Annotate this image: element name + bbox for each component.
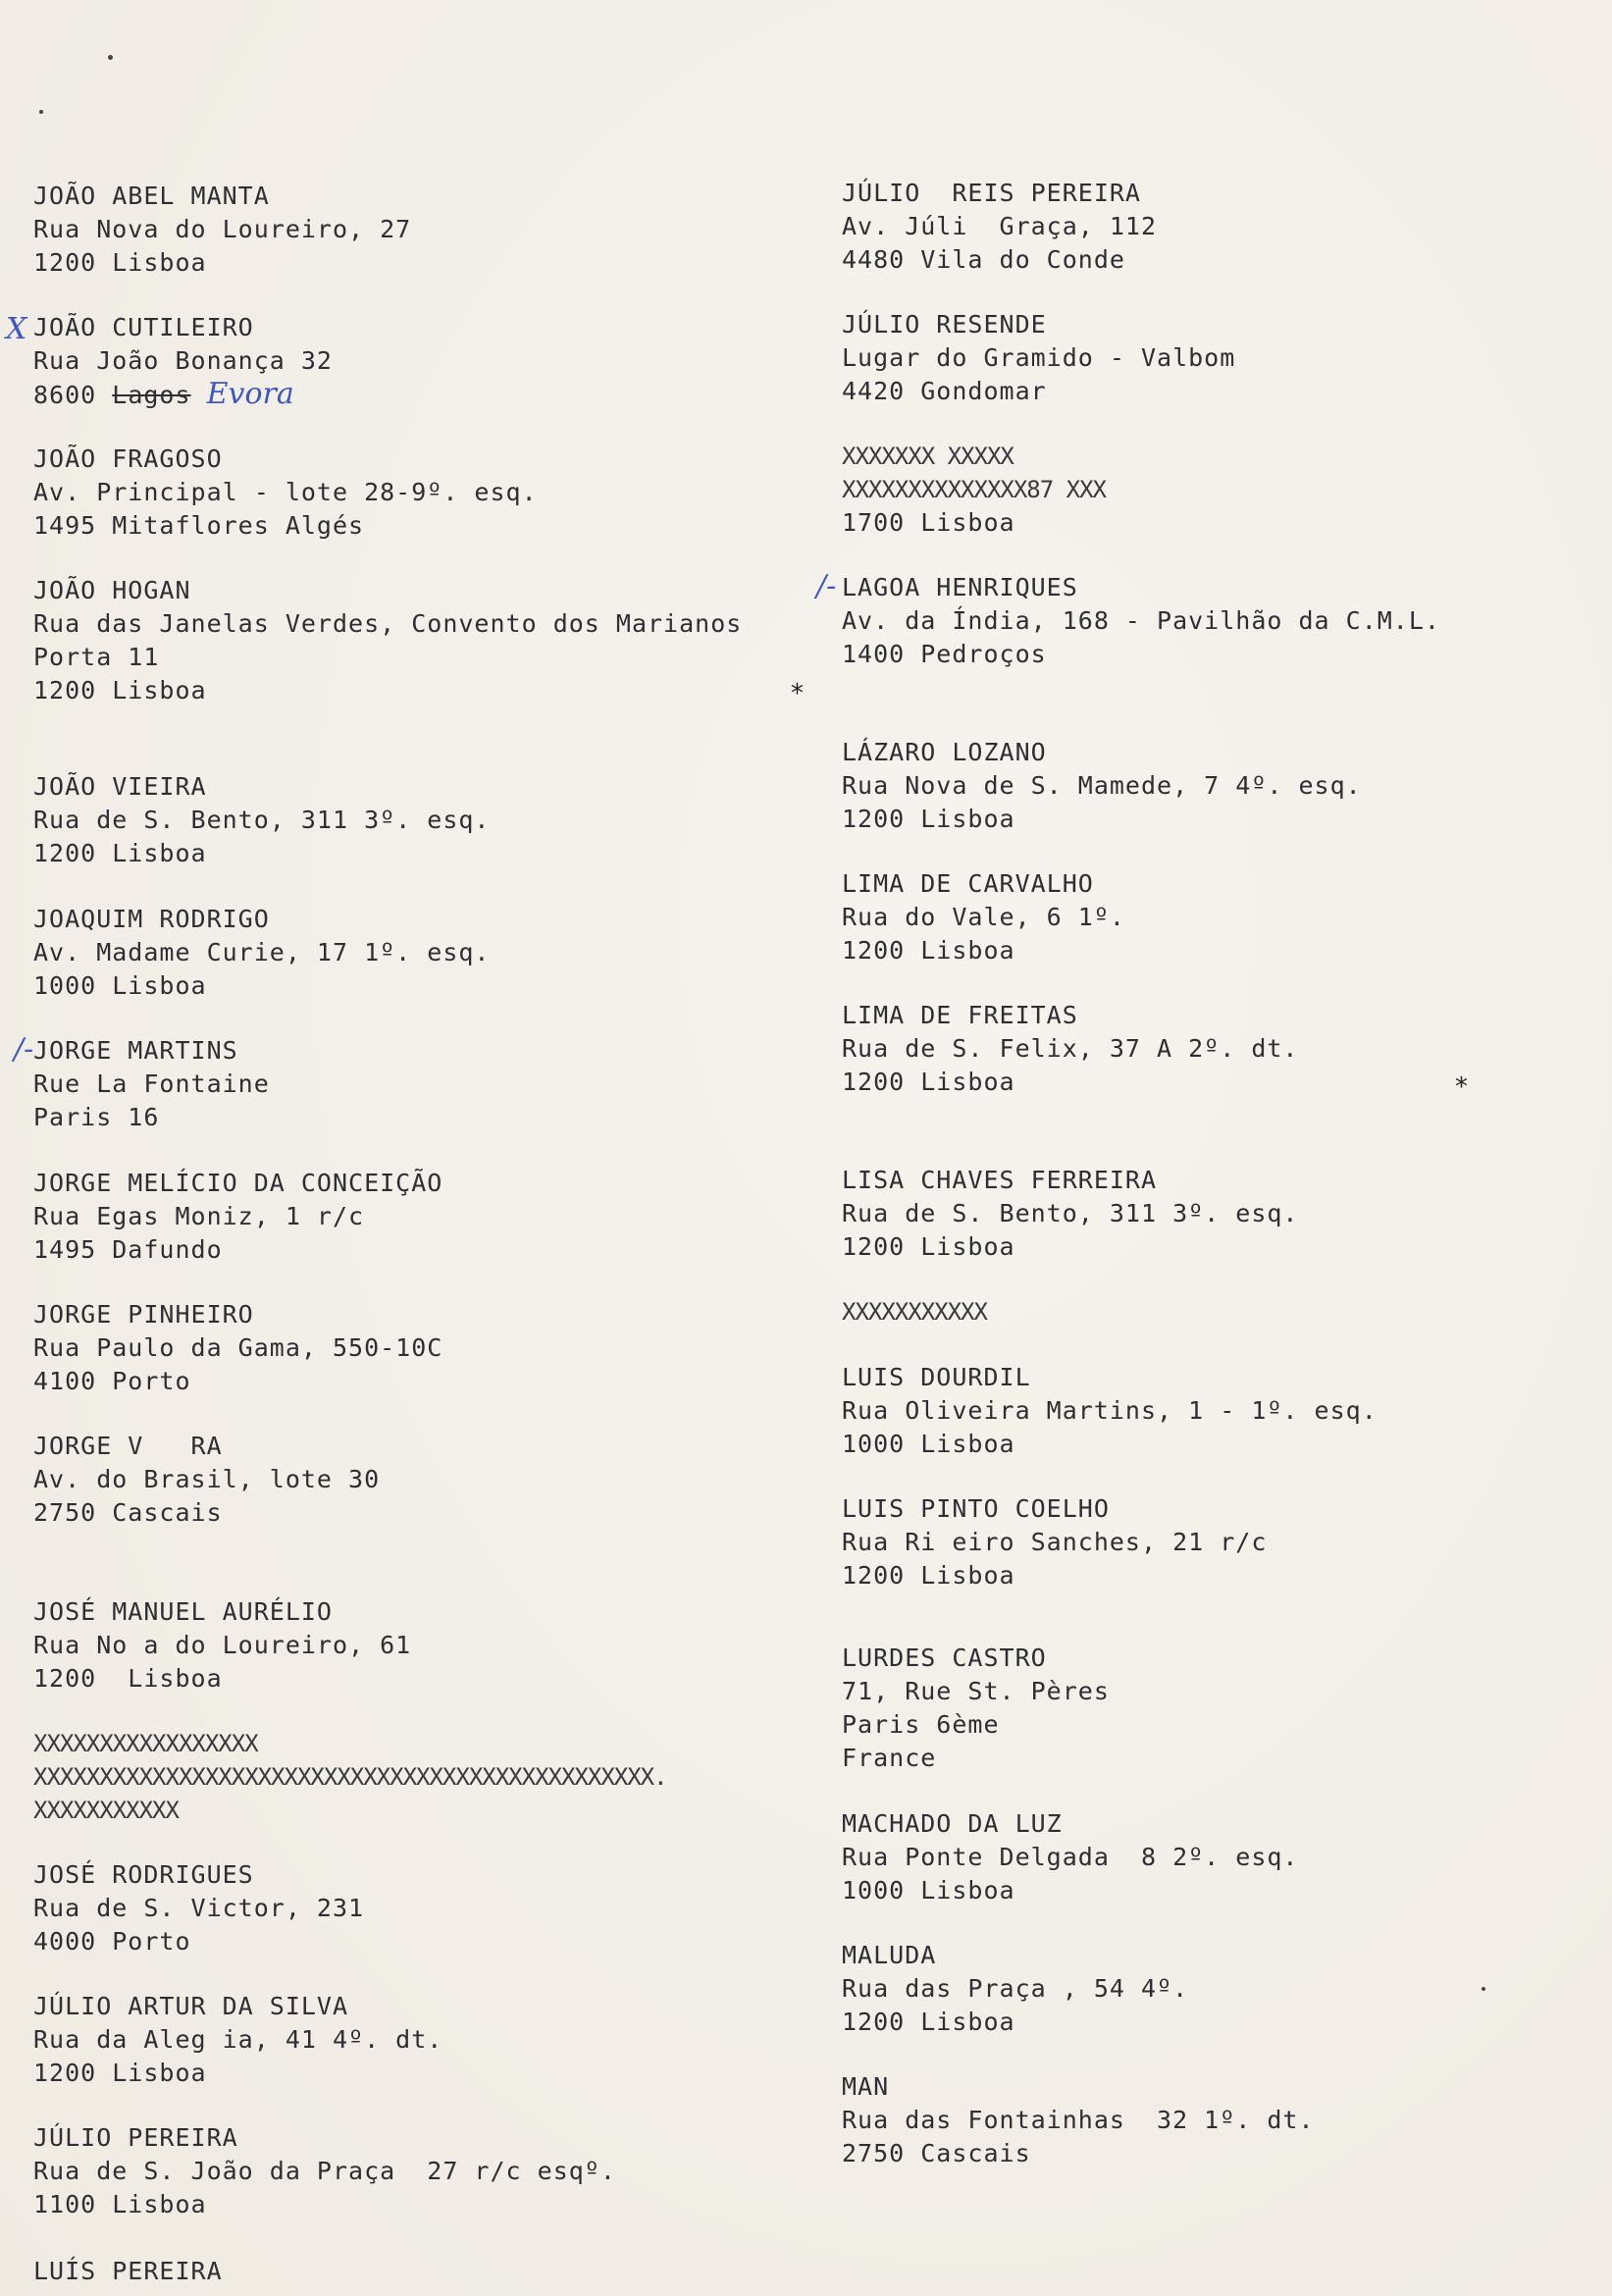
entry-street: Av. da Índia, 168 - Pavilhão da C.M.L. bbox=[842, 606, 1440, 635]
entry-street: Rua Nova do Loureiro, 27 bbox=[33, 215, 412, 243]
struck-line: XXXXXXXXXXX bbox=[33, 1797, 179, 1824]
entry-city: 1000 Lisboa bbox=[842, 1430, 1015, 1458]
address-entry bbox=[33, 903, 491, 1003]
address-entry bbox=[33, 770, 491, 870]
struck-line: XXXXXXXXXXXXXXXXXXXXXXXXXXXXXXXXXXXXXXXXXXXXXXX. bbox=[33, 1763, 667, 1791]
struck-name: XXXXXXXXXXX bbox=[842, 1298, 987, 1326]
entry-street: Rua de S. João da Praça 27 r/c esqº. bbox=[33, 2157, 616, 2185]
asterisk-icon: * bbox=[791, 679, 804, 708]
entry-city: 1200 Lisboa bbox=[33, 839, 207, 867]
entry-city: 1200 Lisboa bbox=[842, 1068, 1015, 1096]
tick-mark-icon: /- bbox=[816, 569, 837, 603]
entry-street: Av. Principal - lote 28-9º. esq. bbox=[33, 478, 538, 506]
address-entry bbox=[33, 180, 411, 280]
entry-city: 4480 Vila do Conde bbox=[842, 245, 1125, 274]
address-entry bbox=[33, 1167, 442, 1267]
address-entry bbox=[33, 574, 742, 707]
entry-name: JÚLIO ARTUR DA SILVA bbox=[33, 1992, 349, 2020]
entry-name: LUÍS PEREIRA bbox=[33, 2257, 223, 2284]
entry-name: JÚLIO PEREIRA bbox=[33, 2123, 238, 2152]
address-entry bbox=[33, 1298, 442, 1398]
entry-name: MAN bbox=[842, 2072, 890, 2101]
entry-street: Rua No a do Loureiro, 61 bbox=[33, 1631, 412, 1659]
address-entry bbox=[842, 2070, 1315, 2170]
address-entry bbox=[842, 1807, 1299, 1907]
entry-city: 1200 Lisboa bbox=[33, 676, 207, 704]
entry-name: LISA CHAVES FERREIRA bbox=[842, 1166, 1158, 1194]
entry-city: 1200 Lisboa bbox=[33, 248, 207, 277]
asterisk-icon: * bbox=[1455, 1072, 1468, 1102]
entry-name: MALUDA bbox=[842, 1941, 937, 1969]
entry-city: 1100 Lisboa bbox=[33, 2190, 207, 2218]
address-entry bbox=[33, 1430, 380, 1530]
entry-city: 1200 Lisboa bbox=[842, 1232, 1015, 1261]
struck-name: XXXXXXX XXXXX bbox=[842, 443, 1014, 470]
entry-street: Rua de S. Bento, 311 3º. esq. bbox=[33, 806, 491, 834]
paper-speck bbox=[108, 55, 113, 60]
entry-extra: Porta 11 bbox=[33, 643, 160, 671]
tick-mark-icon: /- bbox=[14, 1032, 34, 1067]
handwritten-city: Evora bbox=[206, 377, 294, 411]
entry-street: Rua João Bonança 32 bbox=[33, 346, 333, 375]
entry-city: 1000 Lisboa bbox=[842, 1876, 1015, 1905]
entry-name: JOÃO VIEIRA bbox=[33, 772, 207, 801]
entry-name: JÚLIO REIS PEREIRA bbox=[842, 179, 1141, 207]
paper-speck bbox=[1482, 1987, 1485, 1991]
entry-city: 4420 Gondomar bbox=[842, 377, 1047, 405]
struck-line: XXXXXXXXXXXXXXXXX bbox=[33, 1730, 258, 1757]
entry-city: France bbox=[842, 1744, 937, 1772]
address-entry bbox=[842, 1361, 1378, 1461]
cross-mark-icon: X bbox=[6, 312, 27, 346]
entry-name: LIMA DE CARVALHO bbox=[842, 869, 1094, 898]
entry-name: LAGOA HENRIQUES bbox=[842, 573, 1078, 601]
entry-name: JOAQUIM RODRIGO bbox=[33, 905, 270, 933]
entry-street: Av. Júli Graça, 112 bbox=[842, 212, 1158, 240]
entry-city: 4000 Porto bbox=[33, 1927, 191, 1956]
entry-name: JOSÉ RODRIGUES bbox=[33, 1860, 254, 1889]
entry-street: Rua Egas Moniz, 1 r/c bbox=[33, 1202, 365, 1230]
entry-street: Rua Nova de S. Mamede, 7 4º. esq. bbox=[842, 771, 1362, 800]
address-entry bbox=[842, 308, 1235, 408]
struck-city: Lagos bbox=[112, 381, 191, 409]
address-entry bbox=[33, 2121, 616, 2221]
entry-city: 1200 Lisboa bbox=[842, 805, 1015, 833]
entry-name: LÁZARO LOZANO bbox=[842, 738, 1047, 766]
entry-name: JORGE MELÍCIO DA CONCEIÇÃO bbox=[33, 1169, 443, 1197]
entry-name: JORGE MARTINS bbox=[33, 1036, 238, 1065]
entry-street: Rua das Fontainhas 32 1º. dt. bbox=[842, 2106, 1315, 2134]
city-prefix: 8600 bbox=[33, 381, 97, 409]
address-entry bbox=[33, 1858, 364, 1958]
entry-name: JOÃO CUTILEIRO bbox=[33, 313, 254, 341]
entry-name: LUIS PINTO COELHO bbox=[842, 1494, 1110, 1523]
address-entry bbox=[33, 1595, 411, 1696]
entry-city: 4100 Porto bbox=[33, 1367, 191, 1395]
entry-name: JOSÉ MANUEL AURÉLIO bbox=[33, 1597, 333, 1626]
entry-name: JÚLIO RESENDE bbox=[842, 310, 1047, 339]
entry-city: 1200 Lisboa bbox=[33, 1664, 223, 1693]
entry-name: LIMA DE FREITAS bbox=[842, 1001, 1078, 1029]
entry-name: MACHADO DA LUZ bbox=[842, 1809, 1063, 1838]
address-entry bbox=[33, 443, 538, 543]
entry-street: Rua Paulo da Gama, 550-10C bbox=[33, 1333, 443, 1362]
address-entry bbox=[842, 571, 1440, 671]
entry-city: 1700 Lisboa bbox=[842, 508, 1015, 537]
entry-street: Rua das Janelas Verdes, Convento dos Marianos bbox=[33, 609, 743, 638]
entry-street: Rua Oliveira Martins, 1 - 1º. esq. bbox=[842, 1396, 1378, 1425]
entry-street: Rua de S. Victor, 231 bbox=[33, 1894, 365, 1922]
address-entry bbox=[842, 867, 1125, 967]
address-entry bbox=[842, 1939, 1188, 2039]
entry-street: Rua da Aleg ia, 41 4º. dt. bbox=[33, 2025, 443, 2054]
entry-street: Rue La Fontaine bbox=[33, 1070, 270, 1098]
struck-entry bbox=[842, 1295, 987, 1329]
address-entry bbox=[842, 736, 1362, 836]
entry-street: Lugar do Gramido - Valbom bbox=[842, 343, 1236, 372]
entry-street: Av. Madame Curie, 17 1º. esq. bbox=[33, 938, 491, 966]
entry-city: 2750 Cascais bbox=[842, 2139, 1031, 2167]
entry-city: Paris 16 bbox=[33, 1103, 160, 1131]
entry-street: Rua de S. Bento, 311 3º. esq. bbox=[842, 1199, 1299, 1227]
entry-name: JOÃO FRAGOSO bbox=[33, 444, 223, 473]
address-entry bbox=[33, 1034, 270, 1134]
entry-city: 1200 Lisboa bbox=[842, 936, 1015, 965]
entry-city bbox=[33, 378, 333, 412]
entry-city: 1000 Lisboa bbox=[33, 971, 207, 1000]
entry-name: JORGE PINHEIRO bbox=[33, 1300, 254, 1329]
entry-street: Rua de S. Felix, 37 A 2º. dt. bbox=[842, 1034, 1299, 1063]
address-entry bbox=[842, 1492, 1267, 1592]
address-entry bbox=[33, 1990, 442, 2090]
address-entry bbox=[33, 2255, 223, 2284]
entry-street: Av. do Brasil, lote 30 bbox=[33, 1465, 381, 1493]
entry-city: 1495 Mitaflores Algés bbox=[33, 511, 365, 540]
entry-name: LUIS DOURDIL bbox=[842, 1363, 1031, 1391]
entry-city: 1200 Lisboa bbox=[842, 1561, 1015, 1590]
address-entry bbox=[842, 999, 1299, 1099]
entry-name: JORGE V RA bbox=[33, 1432, 223, 1460]
entry-name: JOÃO ABEL MANTA bbox=[33, 182, 270, 210]
address-entry bbox=[33, 311, 333, 412]
entry-street: Rua do Vale, 6 1º. bbox=[842, 903, 1125, 931]
address-entry bbox=[842, 1642, 1110, 1775]
entry-street: 71, Rue St. Pères bbox=[842, 1677, 1110, 1705]
entry-street: Rua Ri eiro Sanches, 21 r/c bbox=[842, 1528, 1268, 1556]
struck-street: XXXXXXXXXXXXXX87 XXX bbox=[842, 476, 1106, 503]
entry-city: 1200 Lisboa bbox=[33, 2059, 207, 2087]
entry-city: 1400 Pedroços bbox=[842, 640, 1047, 668]
address-entry bbox=[842, 440, 1106, 540]
entry-extra: Paris 6ème bbox=[842, 1710, 1000, 1739]
entry-city: 1200 Lisboa bbox=[842, 2008, 1015, 2036]
entry-name: LURDES CASTRO bbox=[842, 1644, 1047, 1672]
entry-city: 1495 Dafundo bbox=[33, 1235, 223, 1264]
entry-city: 2750 Cascais bbox=[33, 1498, 223, 1527]
address-entry bbox=[842, 1164, 1299, 1264]
paper-speck bbox=[39, 110, 43, 114]
address-entry bbox=[842, 177, 1157, 277]
struck-entry bbox=[33, 1727, 667, 1827]
entry-street: Rua Ponte Delgada 8 2º. esq. bbox=[842, 1843, 1299, 1871]
entry-street: Rua das Praça , 54 4º. bbox=[842, 1974, 1189, 2003]
entry-name: JOÃO HOGAN bbox=[33, 576, 191, 604]
